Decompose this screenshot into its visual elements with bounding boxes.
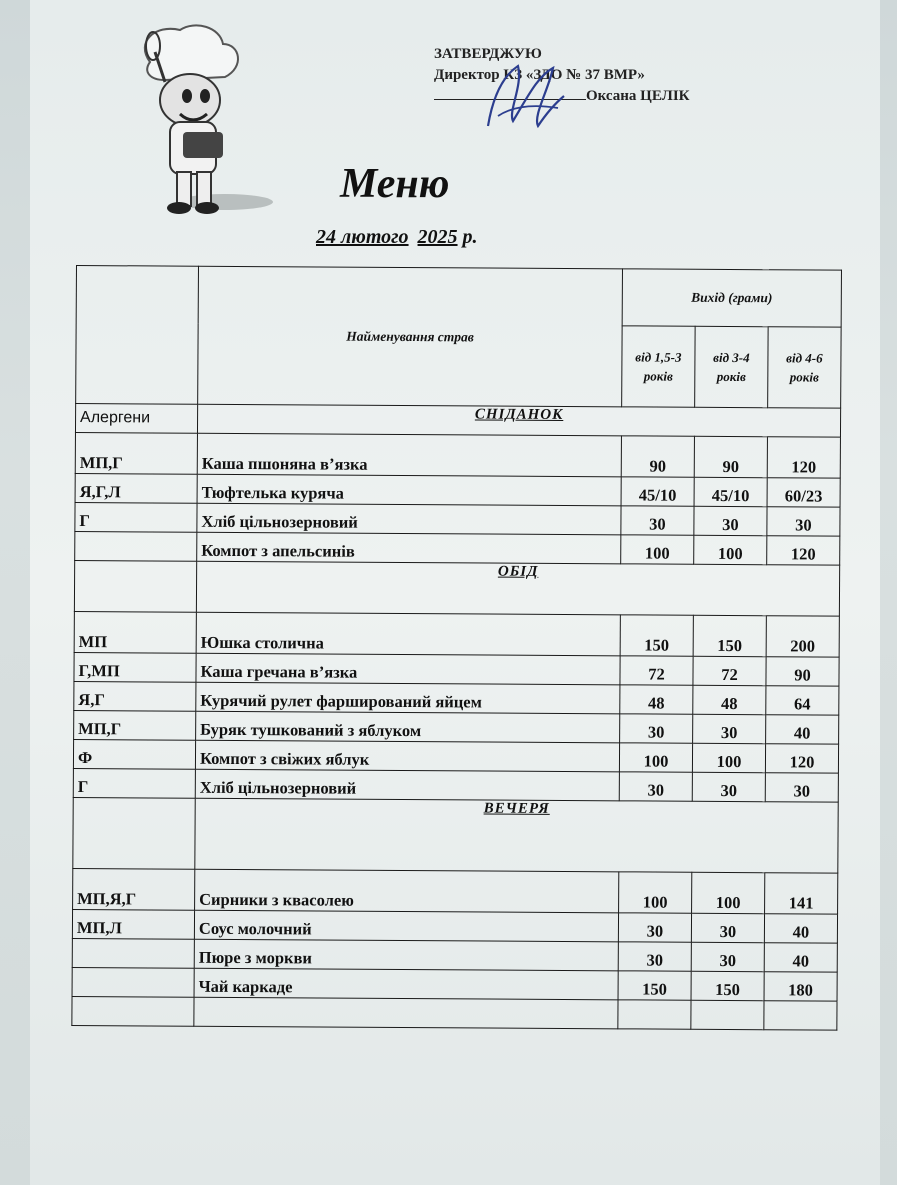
output-value-cell: 30 [621, 506, 694, 535]
table-row [74, 710, 839, 744]
dish-name-cell: Чай каркаде [194, 968, 618, 1000]
allergens-cell [75, 531, 197, 561]
output-value-cell: 100 [619, 743, 692, 772]
output-value-cell: 48 [620, 685, 693, 714]
output-value-cell: 200 [766, 616, 839, 657]
table-row [75, 502, 840, 536]
table-row [72, 938, 837, 972]
dish-name-cell: Курячий рулет фарширований яйцем [196, 682, 620, 714]
table-row [73, 739, 838, 773]
allergens-cell: МП,Л [72, 909, 194, 939]
output-value-cell: 90 [621, 436, 694, 477]
output-value-cell: 100 [692, 872, 765, 913]
section-allergen-cell: Алергени [75, 404, 197, 434]
output-value-cell: 100 [694, 535, 767, 564]
section-allergen-cell [73, 797, 195, 869]
table-row [74, 652, 839, 686]
allergens-cell [72, 938, 194, 968]
section-name: ОБІД [497, 563, 539, 580]
empty-cell [194, 997, 618, 1029]
output-value-cell: 30 [618, 913, 691, 942]
allergens-cell: Я,Г [74, 681, 196, 711]
section-row [74, 560, 839, 616]
date-suffix: р. [462, 226, 478, 248]
dish-name-cell: Каша пшоняна в’язка [197, 433, 621, 477]
output-value-cell: 120 [767, 536, 840, 565]
allergens-cell [72, 967, 194, 997]
output-value-cell: 30 [620, 714, 693, 743]
dish-name-cell: Компот з свіжих яблук [195, 740, 619, 772]
output-value-cell: 40 [764, 914, 837, 943]
output-value-cell: 90 [766, 657, 839, 686]
dish-name-cell: Соус молочний [194, 910, 618, 942]
dish-name-cell: Пюре з моркви [194, 939, 618, 971]
output-value-cell: 30 [693, 714, 766, 743]
empty-cell [618, 1000, 691, 1029]
output-value-cell: 72 [620, 656, 693, 685]
dish-name-cell: Юшка столична [196, 612, 620, 656]
dish-name-cell: Тюфтелька куряча [197, 474, 621, 506]
output-value-cell: 60/23 [767, 478, 840, 507]
output-value-cell: 120 [767, 437, 840, 478]
section-name: ВЕЧЕРЯ [483, 800, 550, 817]
header-age-3: від 4-6 років [768, 327, 841, 408]
section-title [196, 561, 839, 616]
date-day-month: 24 лютого [316, 226, 409, 248]
chef-illustration-icon [95, 22, 275, 222]
menu-date [310, 226, 478, 249]
output-value-cell: 30 [767, 507, 840, 536]
output-value-cell: 40 [766, 715, 839, 744]
header-age-2: від 3-4 років [695, 326, 768, 407]
approval-line-3: Оксана ЦЕЛІК [586, 88, 690, 104]
output-value-cell: 141 [765, 873, 838, 914]
output-value-cell: 30 [619, 772, 692, 801]
allergens-cell: Г [73, 768, 195, 798]
output-value-cell: 48 [693, 685, 766, 714]
output-value-cell: 120 [765, 744, 838, 773]
table-row [72, 909, 837, 943]
table-row [73, 768, 838, 802]
section-row [75, 404, 840, 438]
header-age-1: від 1,5-3 років [622, 326, 695, 407]
output-value-cell: 150 [618, 971, 691, 1000]
page-title: Меню [340, 161, 450, 207]
allergens-cell: МП,Я,Г [73, 868, 195, 910]
output-value-cell: 40 [764, 943, 837, 972]
section-row [73, 797, 838, 873]
allergens-cell: Г [75, 502, 197, 532]
table-row [74, 611, 839, 657]
dish-name-cell: Хліб цільнозерновий [197, 503, 621, 535]
dish-name-cell: Сирники з квасолею [195, 869, 619, 913]
output-value-cell: 180 [764, 972, 837, 1001]
output-value-cell: 150 [693, 615, 766, 656]
empty-row [72, 996, 837, 1030]
dish-name-cell: Компот з апельсинів [197, 532, 621, 564]
allergens-cell: МП,Г [75, 432, 197, 474]
header-dish-name: Найменування страв [198, 266, 623, 407]
section-name: СНІДАНОК [474, 406, 564, 423]
output-value-cell: 45/10 [694, 477, 767, 506]
output-value-cell: 90 [694, 436, 767, 477]
section-title [197, 404, 840, 437]
output-value-cell: 100 [692, 743, 765, 772]
dish-name-cell: Буряк тушкований з яблуком [196, 711, 620, 743]
section-title [195, 798, 838, 873]
approval-line-1: ЗАТВЕРДЖУЮ [434, 46, 542, 62]
allergens-cell: МП [74, 611, 196, 653]
output-value-cell: 30 [618, 942, 691, 971]
output-value-cell: 45/10 [621, 477, 694, 506]
output-value-cell: 100 [619, 872, 692, 913]
output-value-cell: 64 [766, 686, 839, 715]
table-row [75, 531, 840, 565]
output-value-cell: 30 [765, 773, 838, 802]
empty-cell [72, 996, 194, 1026]
output-value-cell: 30 [691, 913, 764, 942]
output-value-cell: 100 [621, 535, 694, 564]
output-value-cell: 30 [692, 772, 765, 801]
table-row [73, 868, 838, 914]
table-row [75, 473, 840, 507]
header-empty-cell [76, 266, 199, 405]
dish-name-cell: Хліб цільнозерновий [195, 769, 619, 801]
table-row [72, 967, 837, 1001]
output-value-cell: 150 [620, 615, 693, 656]
allergens-cell: Ф [73, 739, 195, 769]
allergens-cell: МП,Г [74, 710, 196, 740]
allergens-cell: Г,МП [74, 652, 196, 682]
table-row [75, 432, 840, 478]
signature-icon [478, 56, 568, 134]
date-year: 2025 [417, 226, 458, 248]
empty-cell [691, 1000, 764, 1029]
approval-line-2: Директор КЗ «ЗДО № 37 ВМР» [434, 67, 645, 83]
empty-cell [764, 1001, 837, 1030]
header-output: Вихід (грами) [622, 269, 841, 327]
output-value-cell: 150 [691, 971, 764, 1000]
output-value-cell: 30 [691, 942, 764, 971]
table-row [74, 681, 839, 715]
dish-name-cell: Каша гречана в’язка [196, 653, 620, 685]
section-allergen-cell [74, 560, 196, 612]
output-value-cell: 72 [693, 656, 766, 685]
allergens-cell: Я,Г,Л [75, 473, 197, 503]
menu-table [71, 265, 842, 1031]
output-value-cell: 30 [694, 506, 767, 535]
